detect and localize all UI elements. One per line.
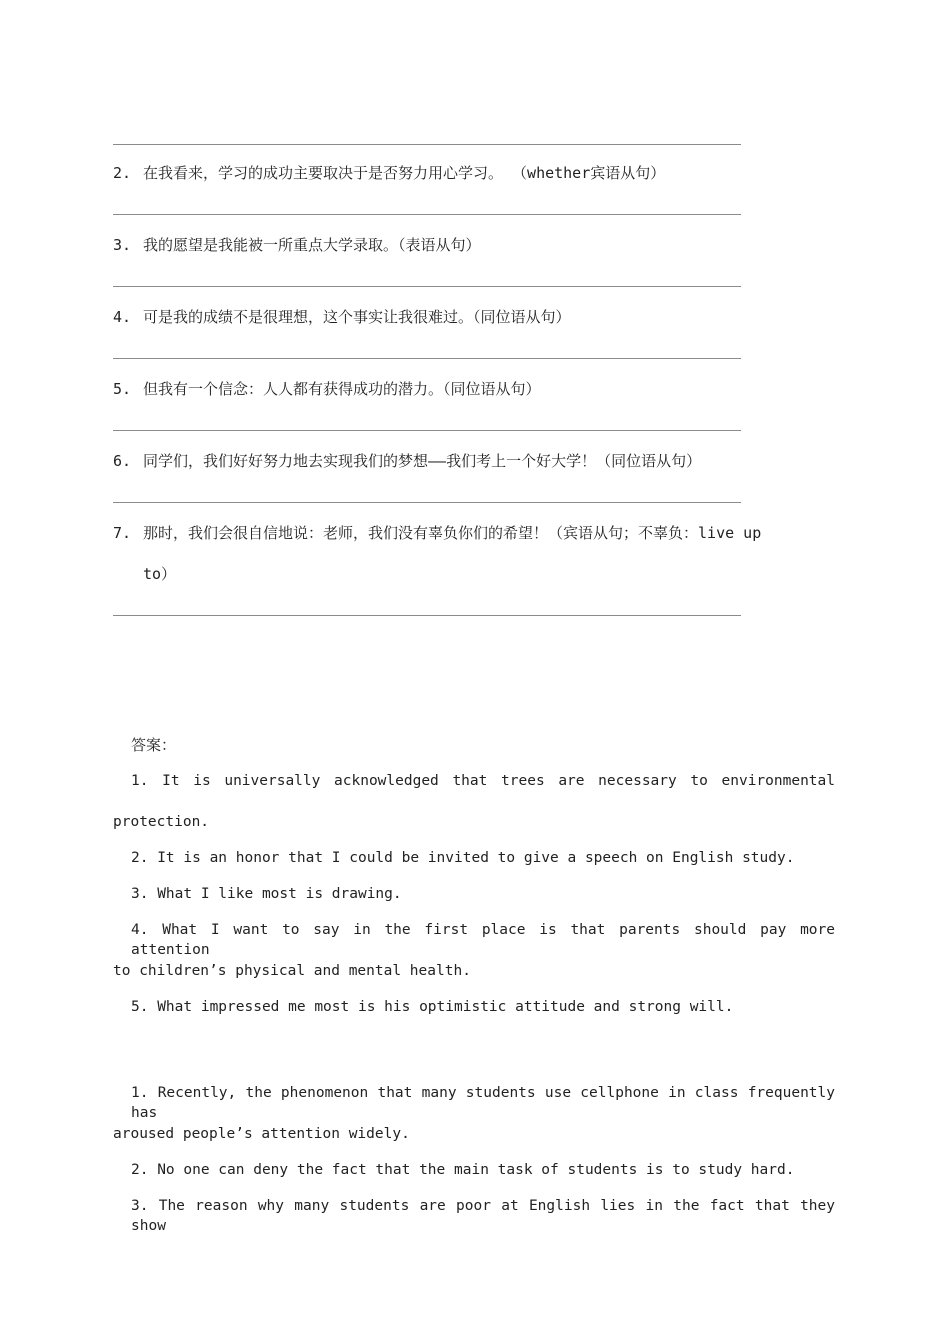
question-2 bbox=[113, 163, 665, 183]
question-number: 5. bbox=[113, 380, 132, 398]
answer-a-4-line2: to children’s physical and mental health. bbox=[113, 963, 471, 979]
question-text: 可是我的成绩不是很理想，这个事实让我很难过。（同位语从句） bbox=[143, 308, 571, 326]
answer-line bbox=[113, 430, 741, 431]
answer-b-2: 2. No one can deny the fact that the main task of students is to study hard. bbox=[131, 1162, 795, 1178]
question-text: 那时，我们会很自信地说：老师，我们没有辜负你们的希望！（宾语从句；不辜负：live up bbox=[143, 524, 762, 542]
answer-line bbox=[113, 358, 741, 359]
question-number: 3. bbox=[113, 236, 132, 254]
question-text: 但我有一个信念：人人都有获得成功的潜力。（同位语从句） bbox=[143, 380, 541, 398]
question-number: 2. bbox=[113, 164, 132, 182]
answer-b-1-line1: 1. Recently, the phenomenon that many students use cellphone in class frequently has bbox=[131, 1085, 835, 1121]
answer-b-3-line1: 3. The reason why many students are poor at English lies in the fact that they show bbox=[131, 1198, 835, 1234]
answers-heading: 答案： bbox=[131, 736, 177, 754]
answer-a-1-line2: protection. bbox=[113, 814, 210, 830]
answer-a-4-line1: 4. What I want to say in the first place is that parents should pay more attention bbox=[131, 922, 835, 958]
answer-line bbox=[113, 502, 741, 503]
question-text: 在我看来，学习的成功主要取决于是否努力用心学习。 （whether宾语从句） bbox=[143, 164, 666, 182]
answer-line bbox=[113, 144, 741, 145]
question-5 bbox=[113, 379, 541, 399]
answer-a-1-line1: 1. It is universally acknowledged that trees are necessary to environmental bbox=[131, 773, 835, 789]
question-7-continuation: to） bbox=[143, 565, 177, 583]
answer-line bbox=[113, 615, 741, 616]
answer-a-3: 3. What I like most is drawing. bbox=[131, 886, 402, 902]
answer-b-1-line2: aroused people’s attention widely. bbox=[113, 1126, 410, 1142]
question-6 bbox=[113, 451, 701, 471]
question-text: 同学们，我们好好努力地去实现我们的梦想——我们考上一个好大学！（同位语从句） bbox=[143, 452, 702, 470]
question-number: 7. bbox=[113, 524, 132, 542]
question-7 bbox=[113, 523, 761, 543]
answer-line bbox=[113, 286, 741, 287]
question-4 bbox=[113, 307, 571, 327]
question-number: 6. bbox=[113, 452, 132, 470]
answer-a-5: 5. What impressed me most is his optimistic attitude and strong will. bbox=[131, 999, 734, 1015]
question-text: 我的愿望是我能被一所重点大学录取。（表语从句） bbox=[143, 236, 481, 254]
answer-a-2: 2. It is an honor that I could be invited to give a speech on English study. bbox=[131, 850, 795, 866]
question-number: 4. bbox=[113, 308, 132, 326]
answer-line bbox=[113, 214, 741, 215]
question-3 bbox=[113, 235, 481, 255]
